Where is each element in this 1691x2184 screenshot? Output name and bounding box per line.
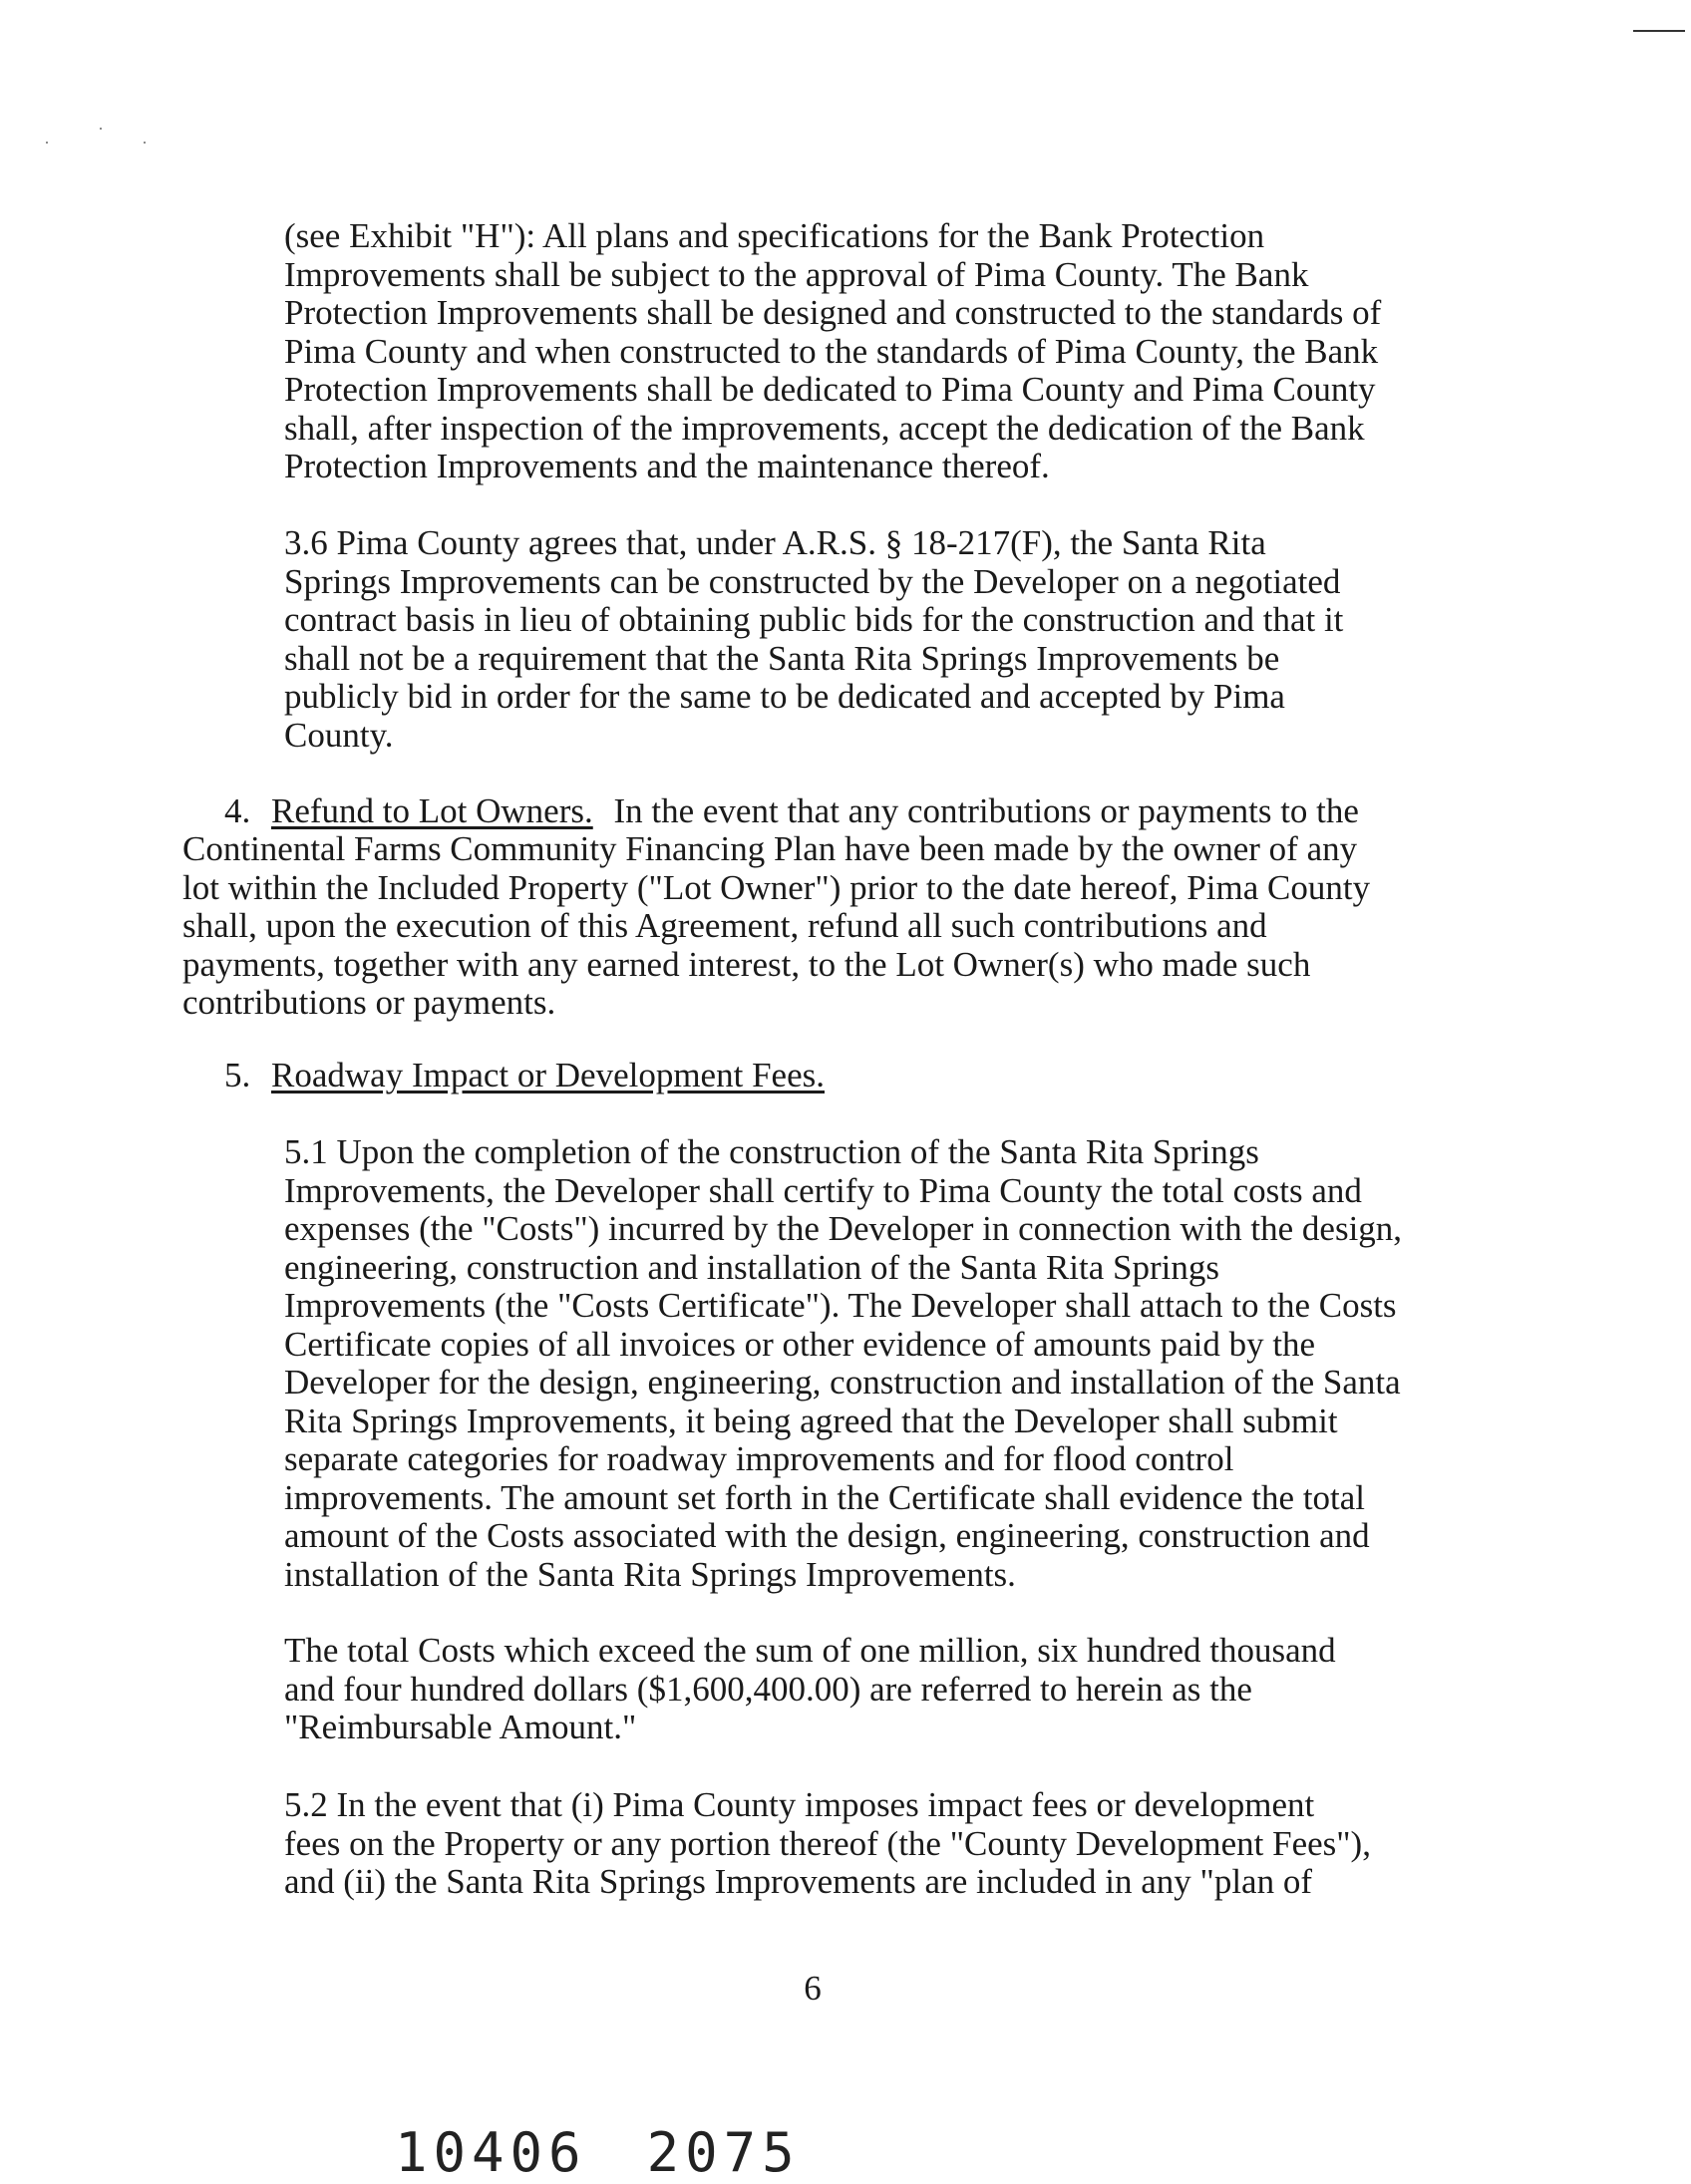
scan-speck [100, 128, 102, 130]
continuation-paragraph: (see Exhibit "H"): All plans and specifications for the Bank Protection Improvements shall be subject to the approval of Pima County. The Bank Protection Improvements shall be designed and constructed to the standards of Pima County and when constructed to the standards of Pima County, the Bank Protection Improvements shall be dedicated to Pima County and Pima County shall, after inspection of the improvements, accept the dedication of the Bank Protection Improvements and the maintenance thereof. [284, 216, 1382, 485]
section-5-heading-row [224, 1057, 825, 1095]
page-number: 6 [804, 1969, 822, 2008]
section-4-first-line: In the event that any contributions or payments to the [613, 791, 1359, 830]
section-4-body: Continental Farms Community Financing Plan have been made by the owner of any lot within the Included Property ("Lot Owner") prior to the date hereof, Pima County shall, upon the execution of this Agreement, refund all such contributions and payments, together with any earned interest, to the Lot Owner(s) who made such contributions or payments. [182, 829, 1371, 1022]
section-5-heading: Roadway Impact or Development Fees. [271, 1056, 825, 1094]
section-5-1-paragraph: 5.1 Upon the completion of the construction of the Santa Rita Springs Improvements, the Developer shall certify to Pima County the total costs and expenses (the "Costs") incurred by the Developer in connection with the design, engineering, construction and installation of the Santa Rita Springs Improvements (the "Costs Certificate"). The Developer shall attach to the Costs Certificate copies of all invoices or other evidence of amounts paid by the Developer for the design, engineering, construction and installation of the Santa Rita Springs Improvements, it being agreed that the Developer shall submit separate categories for roadway improvements and for flood control improvements. The amount set forth in the Certificate shall evidence the total amount of the Costs associated with the design, engineering, construction and installation of the Santa Rita Springs Improvements. [284, 1132, 1403, 1594]
section-5-number: 5. [224, 1056, 251, 1094]
scan-speck [46, 142, 48, 144]
section-4-heading: Refund to Lot Owners. [271, 791, 593, 830]
reimbursable-amount-paragraph: The total Costs which exceed the sum of one million, six hundred thousand and four hundred dollars ($1,600,400.00) are referred to herein as the "Reimbursable Amount." [284, 1631, 1336, 1746]
section-3-6-paragraph: 3.6 Pima County agrees that, under A.R.S. § 18-217(F), the Santa Rita Springs Improvements can be constructed by the Developer on a negotiated contract basis in lieu of obtaining public bids for the construction and that it shall not be a requirement that the Santa Rita Springs Improvements be publicly bid in order for the same to be dedicated and accepted by Pima County. [284, 523, 1344, 755]
scan-speck [144, 142, 146, 144]
recording-stamp [395, 2121, 860, 2184]
section-4-number: 4. [224, 791, 251, 830]
recording-docket-number: 10406 [395, 2121, 587, 2184]
section-5-2-paragraph: 5.2 In the event that (i) Pima County imposes impact fees or development fees on the Property or any portion thereof (the "County Development Fees"), and (ii) the Santa Rita Springs Improvements are included in any "plan of [284, 1785, 1371, 1901]
corner-rule-mark [1633, 30, 1685, 32]
section-4-heading-row [224, 792, 1359, 831]
recording-page-number: 2075 [646, 2121, 801, 2184]
